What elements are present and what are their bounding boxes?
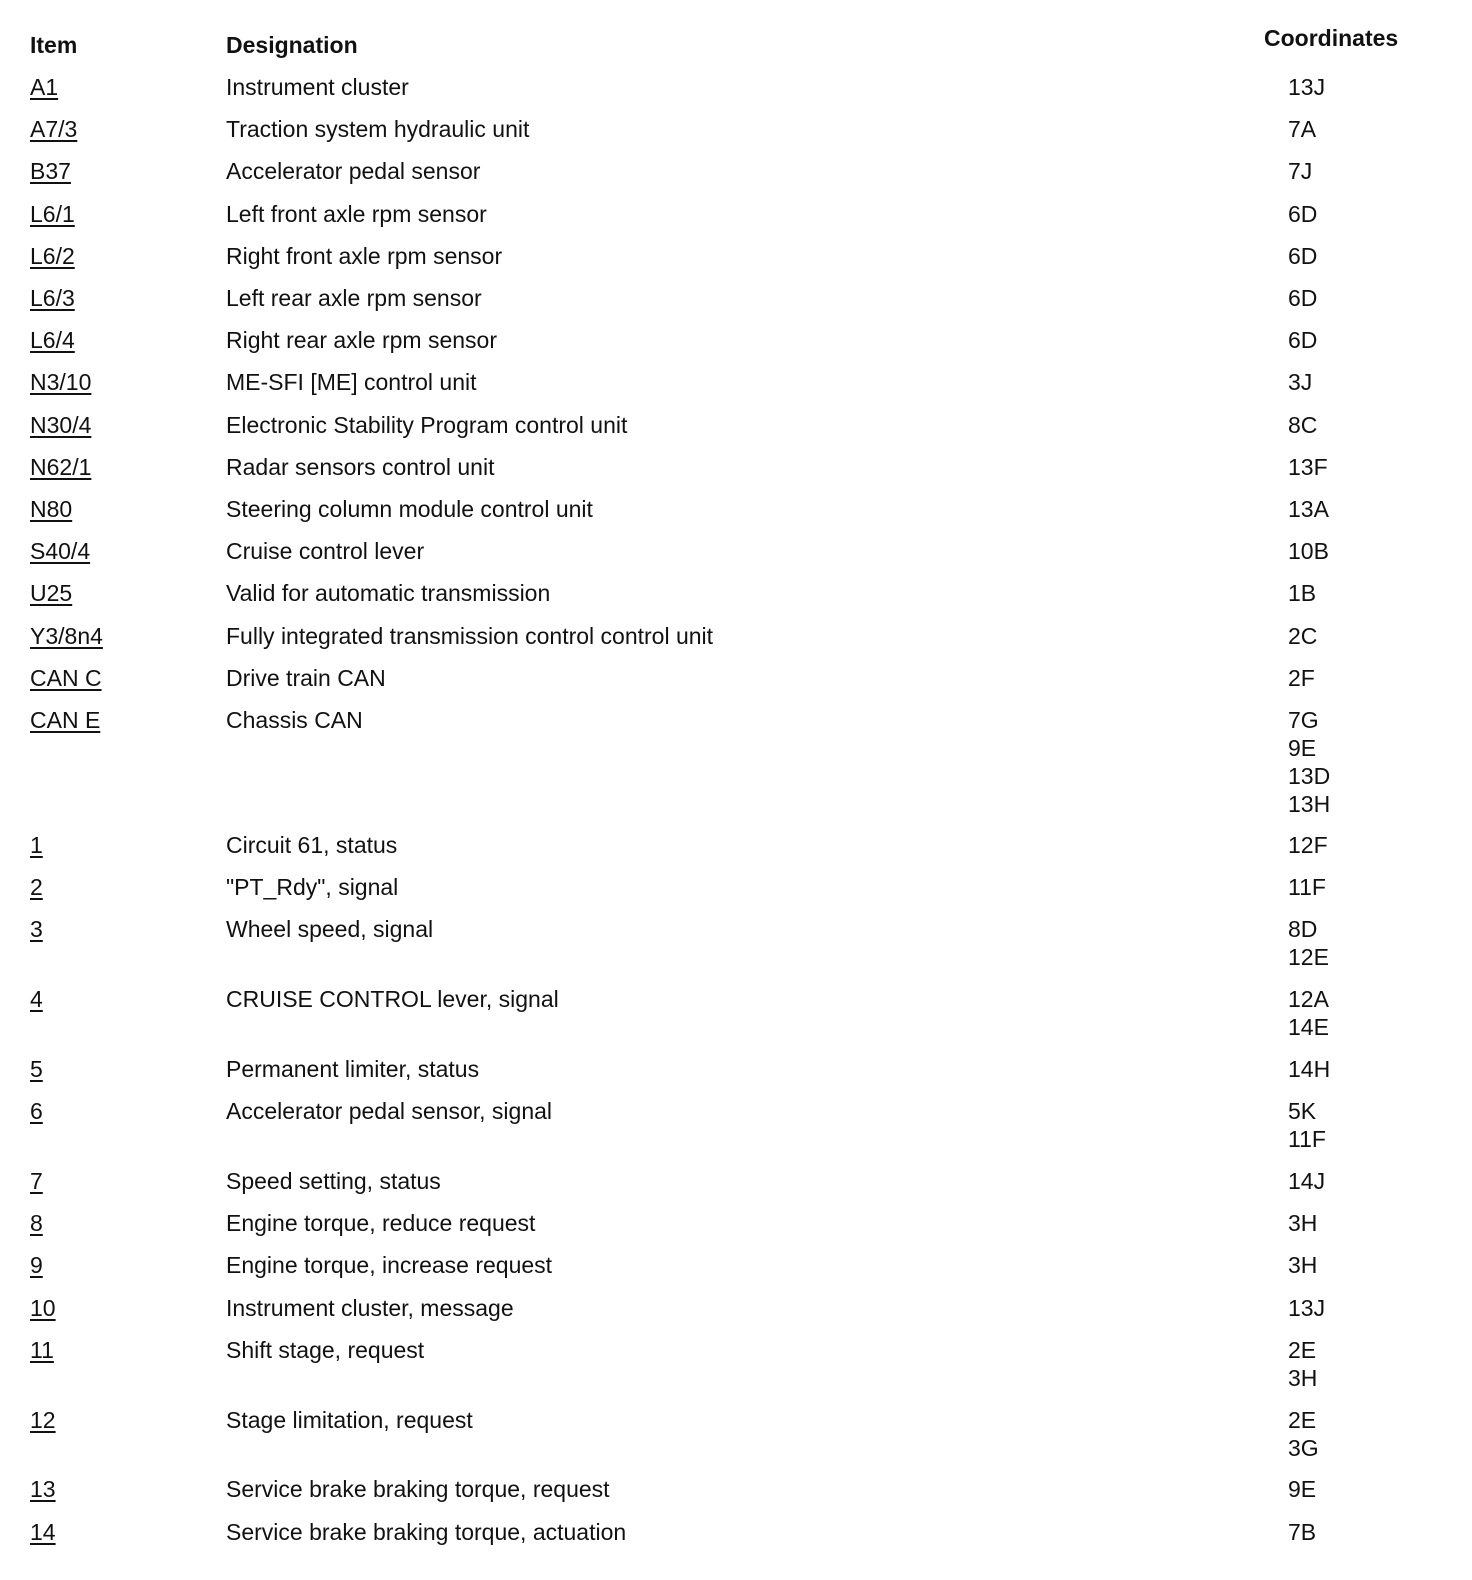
item-link[interactable]: 8 xyxy=(30,1210,43,1237)
coordinates-cell xyxy=(1288,873,1326,901)
item-link[interactable]: A7/3 xyxy=(30,116,78,143)
coordinate-value: 12A xyxy=(1288,986,1329,1013)
designation-text: Engine torque, increase request xyxy=(226,1252,553,1279)
item-link[interactable]: 1 xyxy=(30,832,43,858)
item-link[interactable]: 9 xyxy=(30,1252,43,1279)
coordinate-value: 3G xyxy=(1288,1434,1319,1461)
designation-text: Electronic Stability Program control unit xyxy=(226,411,628,438)
coordinate-value: 11F xyxy=(1288,874,1326,901)
coordinates-cell xyxy=(1288,242,1317,270)
coordinate-value: 6D xyxy=(1288,242,1318,269)
item-link[interactable]: 12 xyxy=(30,1406,56,1433)
coordinates-cell xyxy=(1288,115,1316,143)
coordinate-value: 7G xyxy=(1288,707,1319,733)
coordinate-value: 6D xyxy=(1288,200,1318,227)
designation-text: Valid for automatic transmission xyxy=(226,580,551,607)
designation-text: Engine torque, reduce request xyxy=(226,1210,536,1237)
designation-text: Instrument cluster xyxy=(226,74,409,100)
item-link[interactable]: 14 xyxy=(30,1518,56,1545)
coordinate-value: 13J xyxy=(1288,1294,1326,1321)
coordinate-value: 7A xyxy=(1288,116,1317,143)
item-link[interactable]: S40/4 xyxy=(30,538,91,565)
coordinates-cell xyxy=(1288,1167,1325,1195)
designation-text: Accelerator pedal sensor xyxy=(226,158,481,185)
coordinate-value: 3H xyxy=(1288,1364,1318,1391)
coordinate-value: 13J xyxy=(1288,74,1326,100)
coordinates-cell xyxy=(1288,1518,1316,1546)
item-link[interactable]: CAN C xyxy=(30,664,102,691)
coordinate-value: 2F xyxy=(1288,664,1315,691)
designation-text: Service brake braking torque, request xyxy=(226,1476,610,1503)
coordinates-cell xyxy=(1288,368,1312,396)
designation-text: CRUISE CONTROL lever, signal xyxy=(226,986,559,1013)
coordinate-value: 2E xyxy=(1288,1336,1317,1363)
column-header-coordinates: Coordinates xyxy=(1264,25,1399,51)
designation-text: Service brake braking torque, actuation xyxy=(226,1518,627,1545)
designation-text: Right rear axle rpm sensor xyxy=(226,327,497,354)
designation-text: Right front axle rpm sensor xyxy=(226,242,503,269)
coordinates-cell xyxy=(1288,157,1312,185)
designation-text: Left front axle rpm sensor xyxy=(226,200,487,227)
column-header-item: Item xyxy=(30,32,78,58)
designation-text: "PT_Rdy", signal xyxy=(226,874,399,901)
coordinate-value: 5K xyxy=(1288,1098,1317,1125)
designation-text: ME-SFI [ME] control unit xyxy=(226,369,477,396)
designation-text: Shift stage, request xyxy=(226,1336,425,1363)
item-link[interactable]: 7 xyxy=(30,1168,43,1194)
coordinates-cell xyxy=(1288,200,1317,228)
designation-text: Cruise control lever xyxy=(226,538,425,565)
coordinates-cell xyxy=(1288,1336,1317,1392)
coordinate-value: 13A xyxy=(1288,496,1329,522)
coordinate-value: 2E xyxy=(1288,1406,1317,1433)
coordinates-cell xyxy=(1288,453,1328,481)
designation-text: Circuit 61, status xyxy=(226,832,398,858)
designation-text: Accelerator pedal sensor, signal xyxy=(226,1098,553,1125)
coordinate-value: 7B xyxy=(1288,1518,1317,1545)
coordinates-cell xyxy=(1288,1294,1325,1322)
column-header-designation: Designation xyxy=(226,32,358,58)
coordinates-cell xyxy=(1288,1097,1326,1153)
designation-text: Instrument cluster, message xyxy=(226,1294,514,1321)
item-link[interactable]: U25 xyxy=(30,580,73,607)
item-link[interactable]: Y3/8n4 xyxy=(30,622,103,649)
coordinate-value: 14J xyxy=(1288,1168,1326,1194)
designation-text: Left rear axle rpm sensor xyxy=(226,285,482,311)
designation-text: Traction system hydraulic unit xyxy=(226,116,530,143)
coordinates-cell xyxy=(1288,831,1328,859)
coordinates-cell xyxy=(1288,495,1329,523)
designation-text: Fully integrated transmission control control unit xyxy=(226,622,714,649)
coordinate-value: 13H xyxy=(1288,791,1331,817)
item-link[interactable]: N80 xyxy=(30,496,73,522)
coordinates-cell xyxy=(1288,73,1325,101)
designation-text: Drive train CAN xyxy=(226,664,386,691)
designation-text: Chassis CAN xyxy=(226,707,363,733)
coordinate-value: 6D xyxy=(1288,327,1318,354)
designation-text: Wheel speed, signal xyxy=(226,916,434,943)
item-link[interactable]: N3/10 xyxy=(30,369,92,396)
coordinate-value: 10B xyxy=(1288,538,1329,565)
designation-text: Radar sensors control unit xyxy=(226,453,495,480)
item-link[interactable]: 5 xyxy=(30,1056,43,1082)
coordinates-cell xyxy=(1288,579,1316,607)
coordinates-cell xyxy=(1288,985,1329,1041)
coordinate-value: 3H xyxy=(1288,1210,1318,1237)
item-link[interactable]: 11 xyxy=(30,1336,54,1363)
coordinate-value: 1B xyxy=(1288,580,1317,607)
coordinate-value: 3H xyxy=(1288,1252,1318,1279)
item-link[interactable]: L6/4 xyxy=(30,327,75,354)
designation-text: Stage limitation, request xyxy=(226,1406,473,1433)
coordinates-cell xyxy=(1288,326,1317,354)
item-link[interactable]: 10 xyxy=(30,1294,56,1321)
item-link[interactable]: 3 xyxy=(30,916,43,943)
coordinate-value: 13D xyxy=(1288,763,1331,789)
item-link[interactable]: N30/4 xyxy=(30,411,92,438)
item-link[interactable]: B37 xyxy=(30,158,71,185)
item-link[interactable]: CAN E xyxy=(30,707,101,733)
item-link[interactable]: L6/2 xyxy=(30,242,75,269)
item-link[interactable]: 4 xyxy=(30,986,43,1013)
coordinates-cell xyxy=(1288,915,1329,971)
item-link[interactable]: L6/1 xyxy=(30,200,75,227)
coordinates-cell xyxy=(1288,664,1315,692)
coordinates-cell xyxy=(1288,706,1330,818)
coordinates-cell xyxy=(1288,537,1329,565)
coordinate-value: 14H xyxy=(1288,1056,1331,1082)
coordinates-cell xyxy=(1288,284,1317,312)
coordinate-value: 3J xyxy=(1288,369,1313,396)
coordinate-value: 6D xyxy=(1288,285,1318,311)
coordinate-value: 7J xyxy=(1288,158,1313,185)
coordinate-value: 12F xyxy=(1288,832,1328,858)
coordinates-cell xyxy=(1288,1475,1316,1503)
coordinate-value: 8D xyxy=(1288,916,1318,943)
coordinates-cell xyxy=(1288,622,1317,650)
coordinate-value: 13F xyxy=(1288,453,1328,480)
item-link[interactable]: N62/1 xyxy=(30,453,92,480)
coordinates-cell xyxy=(1288,1209,1317,1237)
designation-text: Speed setting, status xyxy=(226,1168,441,1194)
coordinates-cell xyxy=(1288,1406,1319,1462)
coordinate-value: 2C xyxy=(1288,622,1318,649)
coordinate-value: 12E xyxy=(1288,944,1329,971)
coordinate-value: 8C xyxy=(1288,411,1318,438)
coordinates-cell xyxy=(1288,411,1317,439)
coordinates-cell xyxy=(1288,1251,1317,1279)
item-link[interactable]: 2 xyxy=(30,874,43,901)
item-link[interactable]: A1 xyxy=(30,74,59,100)
item-link[interactable]: 13 xyxy=(30,1476,56,1503)
designation-text: Permanent limiter, status xyxy=(226,1056,480,1082)
designation-text: Steering column module control unit xyxy=(226,496,593,522)
coordinate-value: 9E xyxy=(1288,1476,1317,1503)
item-link[interactable]: 6 xyxy=(30,1098,43,1125)
item-link[interactable]: L6/3 xyxy=(30,285,75,311)
coordinates-cell xyxy=(1288,1055,1330,1083)
coordinate-value: 11F xyxy=(1288,1126,1326,1153)
coordinate-value: 9E xyxy=(1288,735,1317,761)
coordinate-value: 14E xyxy=(1288,1014,1329,1041)
